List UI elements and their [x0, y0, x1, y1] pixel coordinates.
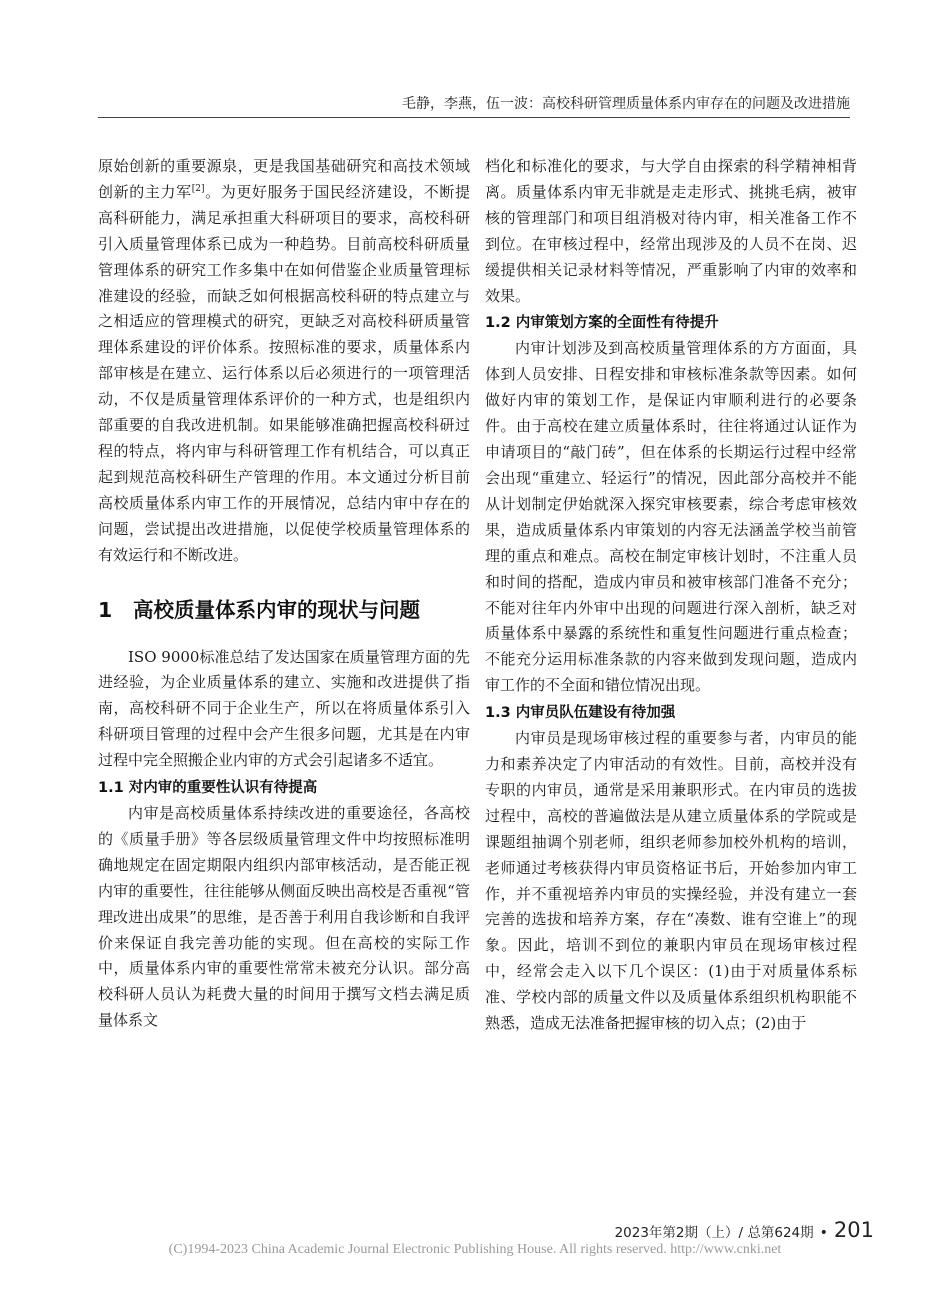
header-rule [98, 117, 850, 118]
section-1-title: 高校质量体系内审的现状与问题 [133, 597, 420, 622]
copyright-watermark: (C)1994-2023 China Academic Journal Electronic Publishing House. All rights reserved. http://www.cnki.net [168, 1242, 782, 1257]
intro-text-before-citation: 原始创新的重要源泉，更是我国基础研究和高技术领域创新的主力军 [98, 157, 470, 201]
citation-marker: [2] [191, 183, 205, 194]
subsection-1-1-heading: 1.1 对内审的重要性认识有待提高 [98, 780, 318, 797]
footer-bullet: • [819, 1225, 828, 1241]
intro-text-after-citation: 。为更好服务于国民经济建设，不断提高科研能力，满足承担重大科研项目的要求，高校科研引入质量管理体系已成为一种趋势。目前高校科研质量管理体系的研究工作多集中在如何借鉴企业质量管理标准建设的经验，而缺乏如何根据高校科研的特点建立与之相适应的管理模式的研究，更缺乏对高校科研质量管理体系建设的评价体系。按照标准的要求，质量体系内部审核是在建立、运行体系以后必须进行的一项管理活动，不仅是质量管理体系评价的一种方式，也是组织内部重要的自我改进机制。如果能够准确把握高校科研过程的特点，将内审与科研管理工作有机结合，可以真正起到规范高校科研生产管理的作用。本文通过分析目前高校质量体系内审工作的开展情况，总结内审中存在的问题，尝试提出改进措施，以促使学校质量管理体系的有效运行和不断改进。 [98, 182, 470, 564]
section-1-number: 1 [98, 597, 113, 622]
page-footer [615, 1218, 874, 1242]
subsection-1-1-paragraph-continued: 档化和标准化的要求，与大学自由探索的科学精神相背离。质量体系内审无非就是走走形式、挑挑毛病，被审核的管理部门和项目组消极对待内审，相关准备工作不到位。在审核过程中，经常出现涉及的人员不在岗、迟缓提供相关记录材料等情况，严重影响了内审的效率和效果。 [485, 157, 857, 305]
issue-info: 2023年第2期（上）/ 总第624期 [614, 1225, 814, 1241]
subsection-1-3-heading: 1.3 内审员队伍建设有待加强 [485, 705, 676, 722]
subsection-1-2-paragraph: 内审计划涉及到高校质量管理体系的方方面面，具体到人员安排、日程安排和审核标准条款等因素。如何做好内审的策划工作，是保证内审顺利进行的必要条件。由于高校在建立质量体系时，往往将通过认证作为申请项目的“敲门砖”，但在体系的长期运行过程中经常会出现“重建立、轻运行”的情况，因此部分高校并不能从计划制定伊始就深入探究审核要素，综合考虑审核效果，造成质量体系内审策划的内容无法涵盖学校当前管理的重点和难点。高校在制定审核计划时，不注重人员和时间的搭配，造成内审员和被审核部门准备不充分；不能对往年内外审中出现的问题进行深入剖析，缺乏对质量体系中暴露的系统性和重复性问题进行重点检查；不能充分运用标准条款的内容来做到发现问题，造成内审工作的不全面和错位情况出现。 [485, 339, 857, 695]
page-number: 201 [833, 1218, 874, 1242]
subsection-1-1-paragraph: 内审是高校质量体系持续改进的重要途径，各高校的《质量手册》等各层级质量管理文件中均按照标准明确地规定在固定期限内组织内部审核活动，是否能正视内审的重要性，往往能够从侧面反映出高校是否重视“管理改进出成果”的思维，是否善于利用自我诊断和自我评价来保证自我完善功能的实现。但在高校的实际工作中，质量体系内审的重要性常常未被充分认识。部分高校科研人员认为耗费大量的时间用于撰写文档去满足质量体系文 [98, 804, 470, 1030]
running-header: 毛静，李燕，伍一波：高校科研管理质量体系内审存在的问题及改进措施 [402, 96, 850, 112]
left-column [98, 154, 470, 1034]
right-column [485, 154, 857, 1037]
subsection-1-2-heading: 1.2 内审策划方案的全面性有待提升 [485, 315, 719, 332]
section-1-intro-paragraph: ISO 9000标准总结了发达国家在质量管理方面的先进经验，为企业质量体系的建立、实施和改进提供了指南，高校科研不同于企业生产，所以在将质量体系引入科研项目管理的过程中会产生很多问题，尤其是在内审过程中完全照搬企业内审的方式会引起诸多不适宜。 [98, 647, 470, 770]
section-1-heading [98, 595, 470, 625]
subsection-1-3-paragraph: 内审员是现场审核过程的重要参与者，内审员的能力和素养决定了内审活动的有效性。目前，高校并没有专职的内审员，通常是采用兼职形式。在内审员的选拔过程中，高校的普遍做法是从建立质量体系的学院或是课题组抽调个别老师，组织老师参加校外机构的培训，老师通过考核获得内审员资格证书后，开始参加内审工作，并不重视培养内审员的实操经验，并没有建立一套完善的选拔和培养方案，存在“凑数、谁有空谁上”的现象。因此，培训不到位的兼职内审员在现场审核过程中，经常会走入以下几个误区：(1)由于对质量体系标准、学校内部的质量文件以及质量体系组织机构职能不熟悉，造成无法准备把握审核的切入点；(2)由于 [485, 729, 857, 1033]
intro-paragraph-continued [98, 154, 470, 569]
